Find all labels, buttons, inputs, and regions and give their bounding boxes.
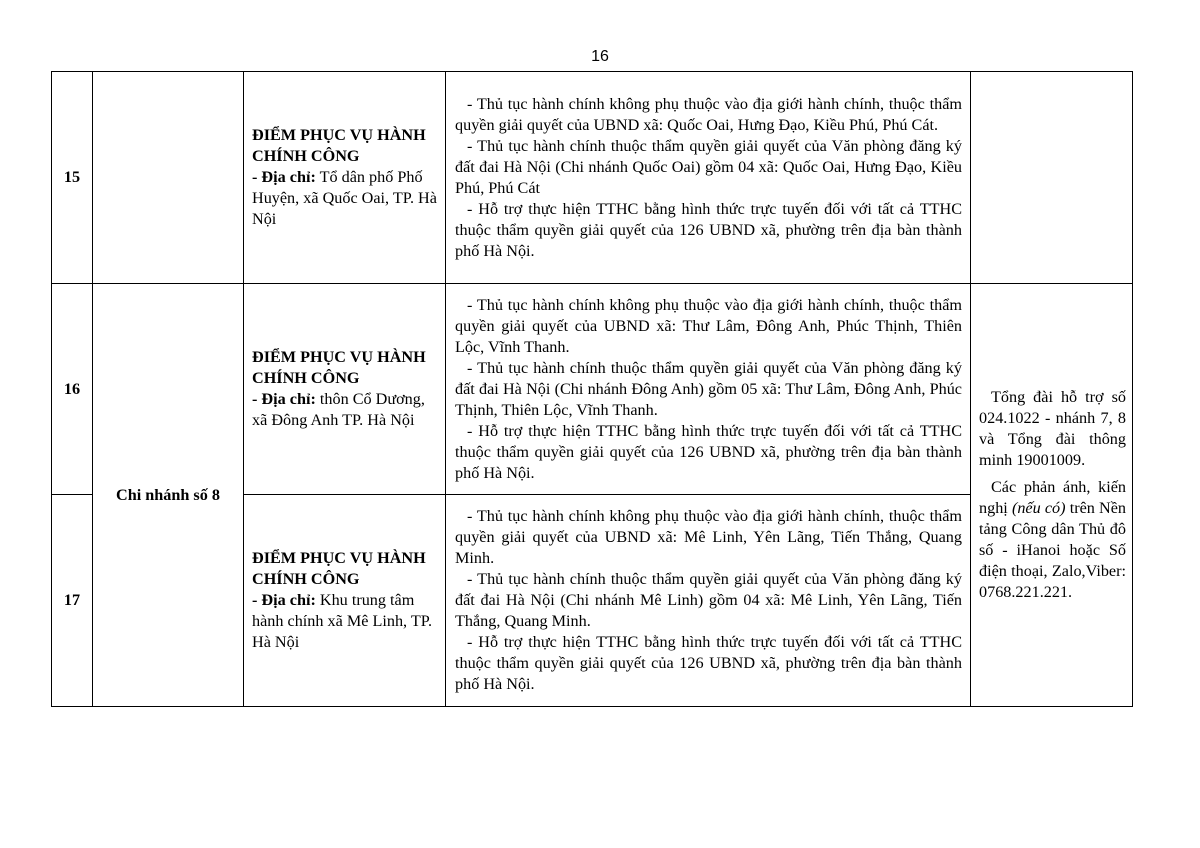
service-points-table (51, 71, 1133, 707)
address-text: Khu trung tâm hành chính xã Mê Linh, TP. Hà Nội (252, 591, 432, 651)
address-text: Tổ dân phố Phố Huyện, xã Quốc Oai, TP. Hà Nội (252, 168, 437, 228)
place-address (252, 591, 432, 651)
page-number: 16 (591, 48, 609, 65)
place-title: ĐIỂM PHỤC VỤ HÀNH CHÍNH CÔNG (252, 549, 426, 588)
place-address (252, 168, 437, 228)
branch-cell: Chi nhánh số 8 (93, 284, 244, 707)
place-cell (244, 495, 446, 707)
procedures-cell (446, 72, 971, 284)
contact-cell (971, 284, 1133, 707)
address-label: - Địa chỉ: (252, 390, 316, 408)
procedure-item: - Hỗ trợ thực hiện TTHC bằng hình thức trực tuyến đối với tất cả TTHC thuộc thẩm quyền giải quyết của 126 UBND xã, phường trên địa bàn thành phố Hà Nội. (455, 633, 962, 693)
row-number-cell: 16 (52, 284, 93, 495)
feedback-after: trên Nền tảng Công dân Thủ đô số - iHanoi hoặc Số điện thoại, Zalo,Viber: 0768.221.221. (979, 499, 1127, 601)
procedure-item: - Thủ tục hành chính thuộc thẩm quyền giải quyết của Văn phòng đăng ký đất đai Hà Nội (Chi nhánh Mê Linh) gồm 04 xã: Mê Linh, Yên Lãng, Tiến Thắng, Quang Minh. (455, 570, 962, 630)
address-label: - Địa chỉ: (252, 591, 316, 609)
procedure-item: - Thủ tục hành chính không phụ thuộc vào địa giới hành chính, thuộc thẩm quyền giải quyết của UBND xã: Quốc Oai, Hưng Đạo, Kiều Phú, Phú Cát. (455, 94, 962, 134)
branch-cell-empty (93, 72, 244, 284)
place-cell (244, 72, 446, 284)
table-row-15 (52, 72, 1133, 284)
procedures-cell (446, 284, 971, 495)
place-title: ĐIỂM PHỤC VỤ HÀNH CHÍNH CÔNG (252, 348, 426, 387)
address-text: thôn Cổ Dương, xã Đông Anh TP. Hà Nội (252, 390, 425, 429)
feedback-before: Các phản ánh, kiến nghị (979, 478, 1126, 517)
feedback-text (979, 477, 1126, 603)
procedure-item: - Thủ tục hành chính không phụ thuộc vào địa giới hành chính, thuộc thẩm quyền giải quyết của UBND xã: Thư Lâm, Đông Anh, Phúc Thịnh, Thiên Lộc, Vĩnh Thanh. (455, 295, 962, 356)
place-address (252, 390, 425, 429)
contact-cell-empty (971, 72, 1133, 284)
hotline-text: Tổng đài hỗ trợ số 024.1022 - nhánh 7, 8 và Tổng đài thông minh 19001009. (979, 388, 1126, 469)
procedure-item: - Hỗ trợ thực hiện TTHC bằng hình thức trực tuyến đối với tất cả TTHC thuộc thẩm quyền giải quyết của 126 UBND xã, phường trên địa bàn thành phố Hà Nội. (455, 199, 962, 260)
place-cell (244, 284, 446, 495)
procedures-cell (446, 495, 971, 707)
procedure-item: - Thủ tục hành chính không phụ thuộc vào địa giới hành chính, thuộc thẩm quyền giải quyết của UBND xã: Mê Linh, Yên Lãng, Tiến Thắng, Quang Minh. (455, 507, 962, 567)
place-title: ĐIỂM PHỤC VỤ HÀNH CHÍNH CÔNG (252, 126, 426, 165)
row-number-cell: 15 (52, 72, 93, 284)
procedure-item: - Hỗ trợ thực hiện TTHC bằng hình thức trực tuyến đối với tất cả TTHC thuộc thẩm quyền giải quyết của 126 UBND xã, phường trên địa bàn thành phố Hà Nội. (455, 421, 962, 482)
address-label: - Địa chỉ: (252, 168, 316, 186)
row-number-cell: 17 (52, 495, 93, 707)
procedure-item: - Thủ tục hành chính thuộc thẩm quyền giải quyết của Văn phòng đăng ký đất đai Hà Nội (Chi nhánh Đông Anh) gồm 05 xã: Thư Lâm, Đông Anh, Phúc Thịnh, Thiên Lộc, Vĩnh Thanh. (455, 358, 962, 419)
feedback-italic: (nếu có) (1011, 499, 1066, 517)
table-row-16 (52, 284, 1133, 495)
procedure-item: - Thủ tục hành chính thuộc thẩm quyền giải quyết của Văn phòng đăng ký đất đai Hà Nội (Chi nhánh Quốc Oai) gồm 04 xã: Quốc Oai, Hưng Đạo, Kiều Phú, Phú Cát (455, 136, 962, 197)
